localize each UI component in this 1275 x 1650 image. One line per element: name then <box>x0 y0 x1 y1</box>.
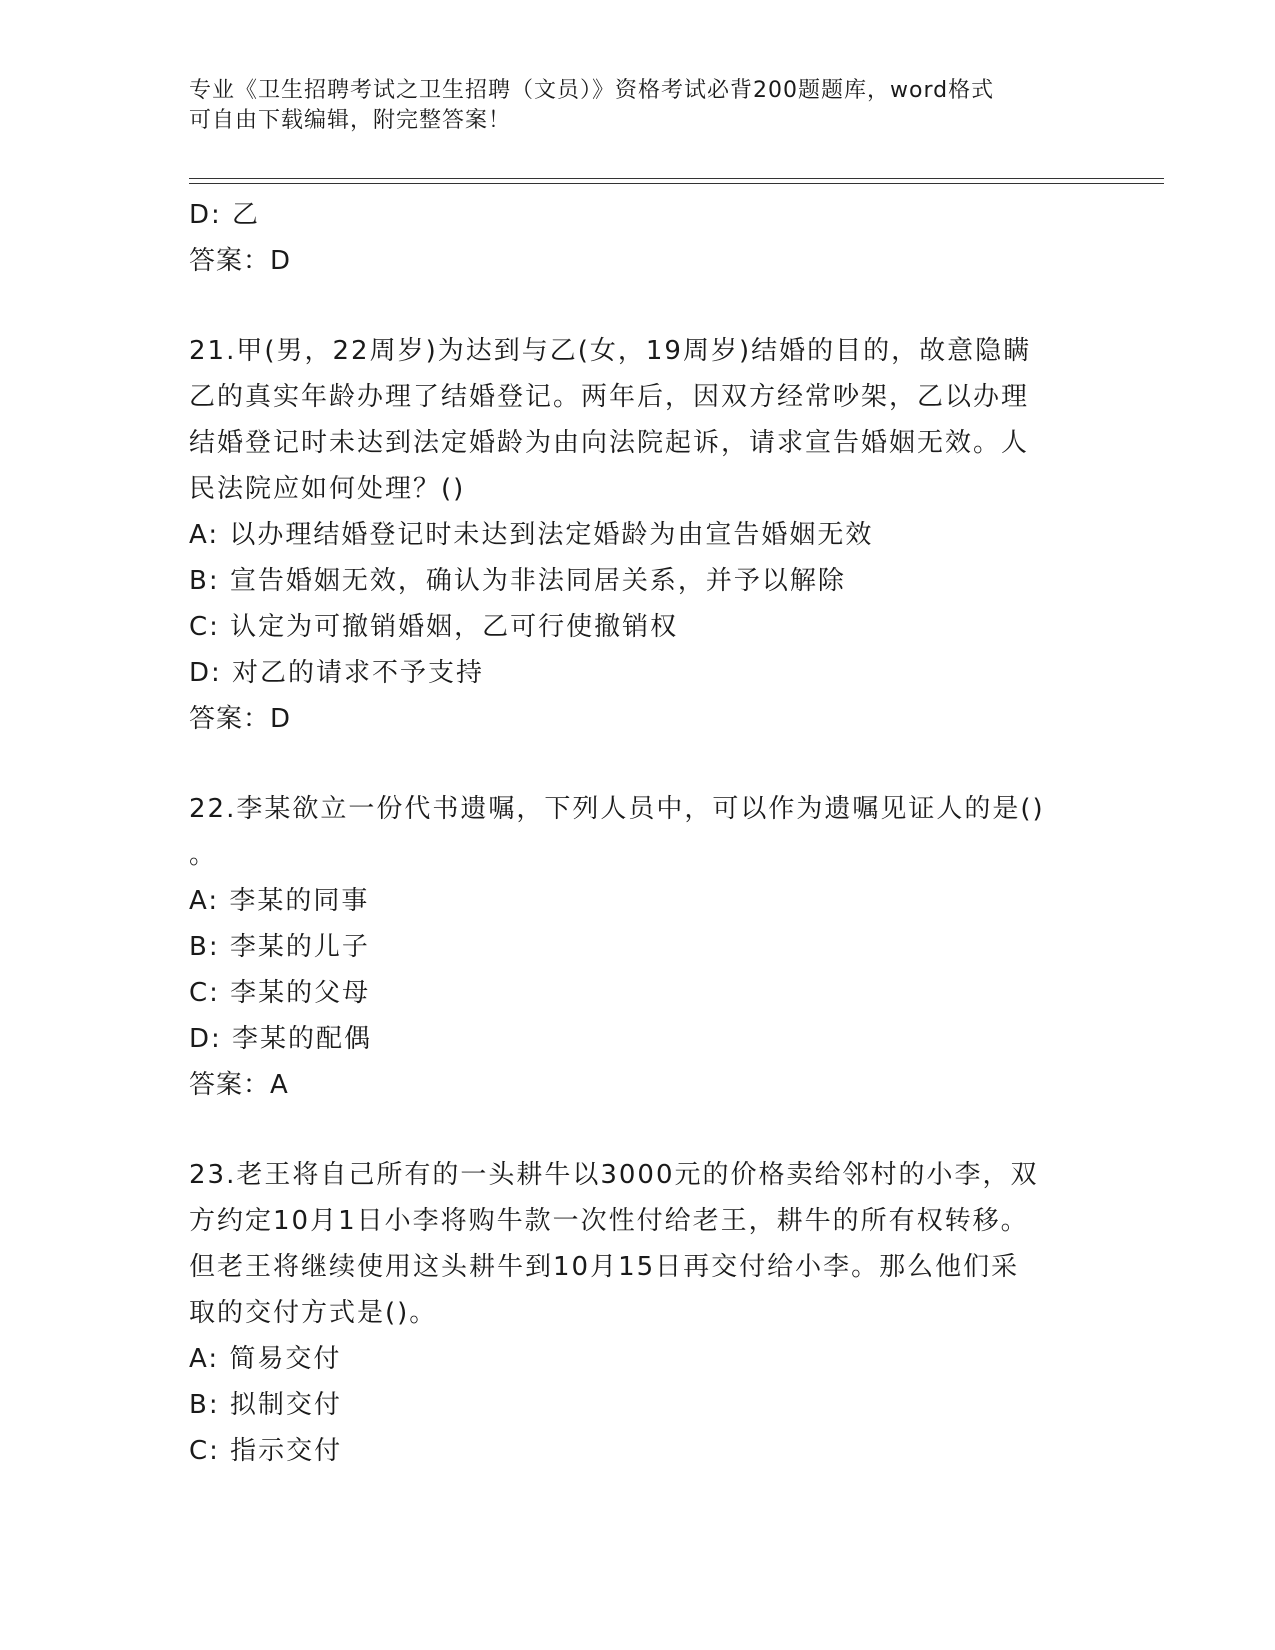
prev-option-d: D: 乙 <box>189 200 261 230</box>
question-23 <box>189 1152 1089 1474</box>
header-line-1: 专业《卫生招聘考试之卫生招聘（文员）》资格考试必背200题题库，word格式 <box>189 78 995 103</box>
document-header <box>189 76 1089 136</box>
prev-answer: 答案：D <box>189 246 292 276</box>
question-21 <box>189 328 1089 742</box>
q23-stem-line: 取的交付方式是()。 <box>189 1298 438 1328</box>
q22-option-d: D: 李某的配偶 <box>189 1024 373 1054</box>
q21-option-c: C: 认定为可撤销婚姻，乙可行使撤销权 <box>189 612 679 642</box>
q23-option-b: B: 拟制交付 <box>189 1390 342 1420</box>
q22-option-b: B: 李某的儿子 <box>189 932 370 962</box>
q21-option-d: D: 对乙的请求不予支持 <box>189 658 485 688</box>
q21-option-b: B: 宣告婚姻无效，确认为非法同居关系，并予以解除 <box>189 566 846 596</box>
q22-option-a: A: 李某的同事 <box>189 886 370 916</box>
header-divider-top <box>189 178 1164 179</box>
header-divider-bottom <box>189 183 1164 184</box>
document-body <box>189 192 1089 1474</box>
q22-option-c: C: 李某的父母 <box>189 978 371 1008</box>
q23-stem-line: 方约定10月1日小李将购牛款一次性付给老王，耕牛的所有权转移。 <box>189 1206 1029 1236</box>
q23-stem-line: 但老王将继续使用这头耕牛到10月15日再交付给小李。那么他们采 <box>189 1252 1020 1282</box>
q21-answer: 答案：D <box>189 704 292 734</box>
q22-stem-line: 。 <box>189 840 218 870</box>
q23-stem-line: 23.老王将自己所有的一头耕牛以3000元的价格卖给邻村的小李，双 <box>189 1160 1039 1190</box>
question-22 <box>189 786 1089 1108</box>
q21-stem-line: 结婚登记时未达到法定婚龄为由向法院起诉，请求宣告婚姻无效。人 <box>189 428 1030 458</box>
q21-option-a: A: 以办理结婚登记时未达到法定婚龄为由宣告婚姻无效 <box>189 520 874 550</box>
q23-option-c: C: 指示交付 <box>189 1436 343 1466</box>
q21-stem-line: 乙的真实年龄办理了结婚登记。两年后，因双方经常吵架，乙以办理 <box>189 382 1030 412</box>
q23-option-a: A: 简易交付 <box>189 1344 342 1374</box>
q21-stem-line: 21.甲(男，22周岁)为达到与乙(女，19周岁)结婚的目的，故意隐瞒 <box>189 336 1032 366</box>
q21-stem-line: 民法院应如何处理？() <box>189 474 466 504</box>
q22-stem-line: 22.李某欲立一份代书遗嘱，下列人员中，可以作为遗嘱见证人的是() <box>189 794 1045 824</box>
header-line-2: 可自由下载编辑，附完整答案！ <box>189 108 512 133</box>
q22-answer: 答案：A <box>189 1070 289 1100</box>
